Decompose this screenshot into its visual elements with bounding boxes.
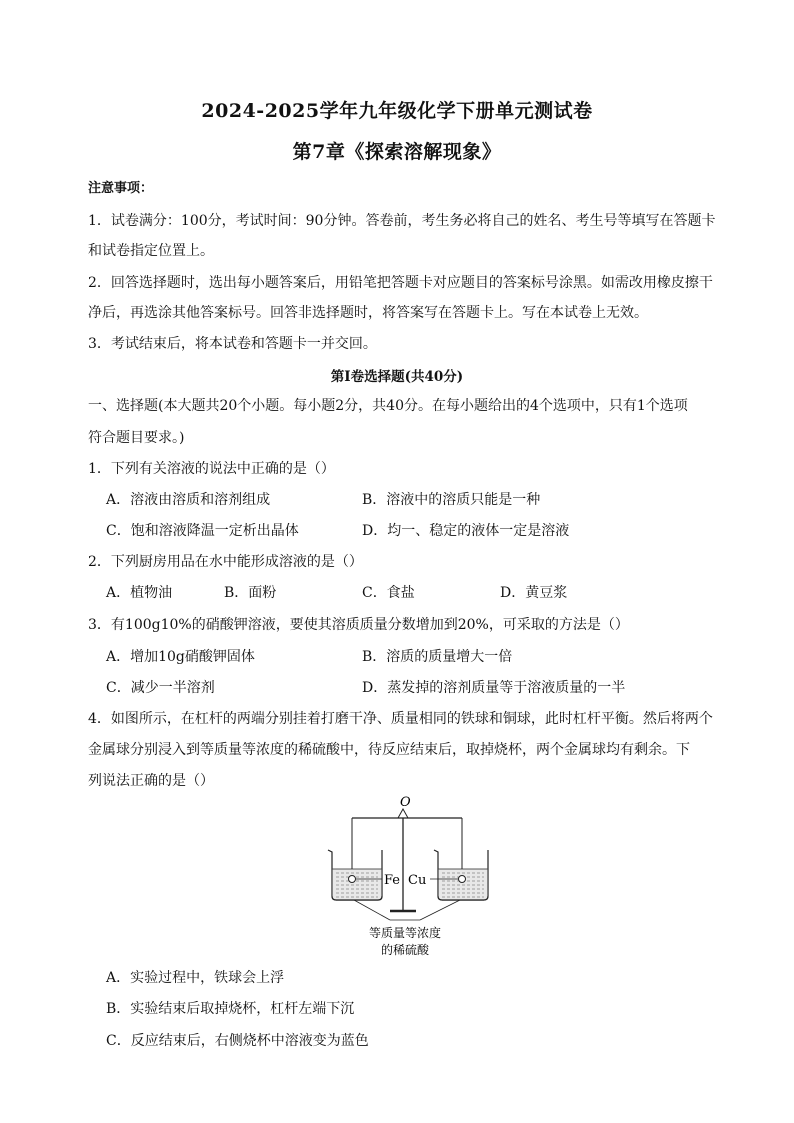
pivot-label: O bbox=[400, 795, 411, 810]
question-3-option-b: B．溶质的质量增大一倍 bbox=[362, 649, 513, 665]
section-intro: 一、选择题(本大题共20个小题。每小题2分，共40分。在每小题给出的4个选项中，只有1个选项 bbox=[88, 398, 688, 414]
question-4-option-b: B．实验结束后取掉烧杯，杠杆左端下沉 bbox=[106, 1001, 355, 1017]
question-2-option-b: B．面粉 bbox=[224, 585, 277, 601]
question-1-stem: 1．下列有关溶液的说法中正确的是（） bbox=[88, 461, 335, 477]
question-2-stem: 2．下列厨房用品在水中能形成溶液的是（） bbox=[88, 554, 363, 570]
notes-line: 和试卷指定位置上。 bbox=[88, 243, 214, 259]
question-3-option-d: D．蒸发掉的溶剂质量等于溶液质量的一半 bbox=[362, 680, 626, 696]
section-intro: 符合题目要求。) bbox=[88, 430, 185, 446]
page-title: 2024-2025学年九年级化学下册单元测试卷 bbox=[201, 100, 593, 122]
notes-heading: 注意事项： bbox=[88, 181, 154, 196]
notes-line: 3．考试结束后，将本试卷和答题卡一并交回。 bbox=[88, 336, 377, 352]
notes-line: 2．回答选择题时，选出每小题答案后，用铅笔把答题卡对应题目的答案标号涂黑。如需改用橡皮擦干 bbox=[88, 275, 713, 291]
question-4-stem: 列说法正确的是（） bbox=[88, 773, 214, 789]
lever-beaker-diagram bbox=[320, 792, 490, 964]
caption-leader-left bbox=[354, 900, 390, 920]
question-2-option-c: C．食盐 bbox=[362, 585, 415, 601]
left-beaker bbox=[328, 850, 382, 900]
question-4-stem: 4．如图所示，在杠杆的两端分别挂着打磨干净、质量相同的铁球和铜球，此时杠杆平衡。然后将两个 bbox=[88, 711, 713, 727]
question-4-stem: 金属球分别浸入到等质量等浓度的稀硫酸中，待反应结束后，取掉烧杯，两个金属球均有剩余。下 bbox=[88, 742, 690, 758]
pivot-icon bbox=[398, 809, 408, 818]
question-3-stem: 3．有100g10%的硝酸钾溶液，要使其溶质质量分数增加到20%，可采取的方法是（） bbox=[88, 617, 629, 633]
question-4-option-a: A．实验过程中，铁球会上浮 bbox=[106, 970, 285, 986]
fe-ball bbox=[349, 876, 356, 883]
question-4-option-c: C．反应结束后，右侧烧杯中溶液变为蓝色 bbox=[106, 1033, 369, 1049]
notes-line: 1．试卷满分：100分，考试时间：90分钟。答卷前，考生务必将自己的姓名、考生号等填写在答题卡 bbox=[88, 213, 716, 229]
question-3-option-a: A．增加10g硝酸钾固体 bbox=[106, 649, 255, 665]
page-subtitle: 第7章《探索溶解现象》 bbox=[292, 141, 502, 163]
question-3-option-c: C．减少一半溶剂 bbox=[106, 680, 215, 696]
notes-line: 净后，再选涂其他答案标号。回答非选择题时，将答案写在答题卡上。写在本试卷上无效。 bbox=[88, 305, 648, 321]
question-1-option-b: B．溶液中的溶质只能是一种 bbox=[362, 492, 541, 508]
question-2-option-a: A．植物油 bbox=[106, 585, 173, 601]
question-1-option-c: C．饱和溶液降温一定析出晶体 bbox=[106, 523, 299, 539]
question-1-option-d: D．均一、稳定的液体一定是溶液 bbox=[362, 523, 570, 539]
fe-label: Fe bbox=[384, 873, 401, 888]
cu-label: Cu bbox=[408, 873, 427, 888]
question-1-option-a: A．溶液由溶质和溶剂组成 bbox=[106, 492, 271, 508]
question-2-option-d: D．黄豆浆 bbox=[500, 585, 568, 601]
figure-caption: 等质量等浓度 bbox=[368, 926, 442, 940]
section-heading: 第I卷选择题(共40分) bbox=[330, 369, 464, 385]
cu-ball bbox=[459, 876, 466, 883]
right-beaker bbox=[434, 850, 488, 900]
caption-leader-right bbox=[420, 900, 460, 920]
figure-caption: 的稀硫酸 bbox=[380, 943, 430, 957]
